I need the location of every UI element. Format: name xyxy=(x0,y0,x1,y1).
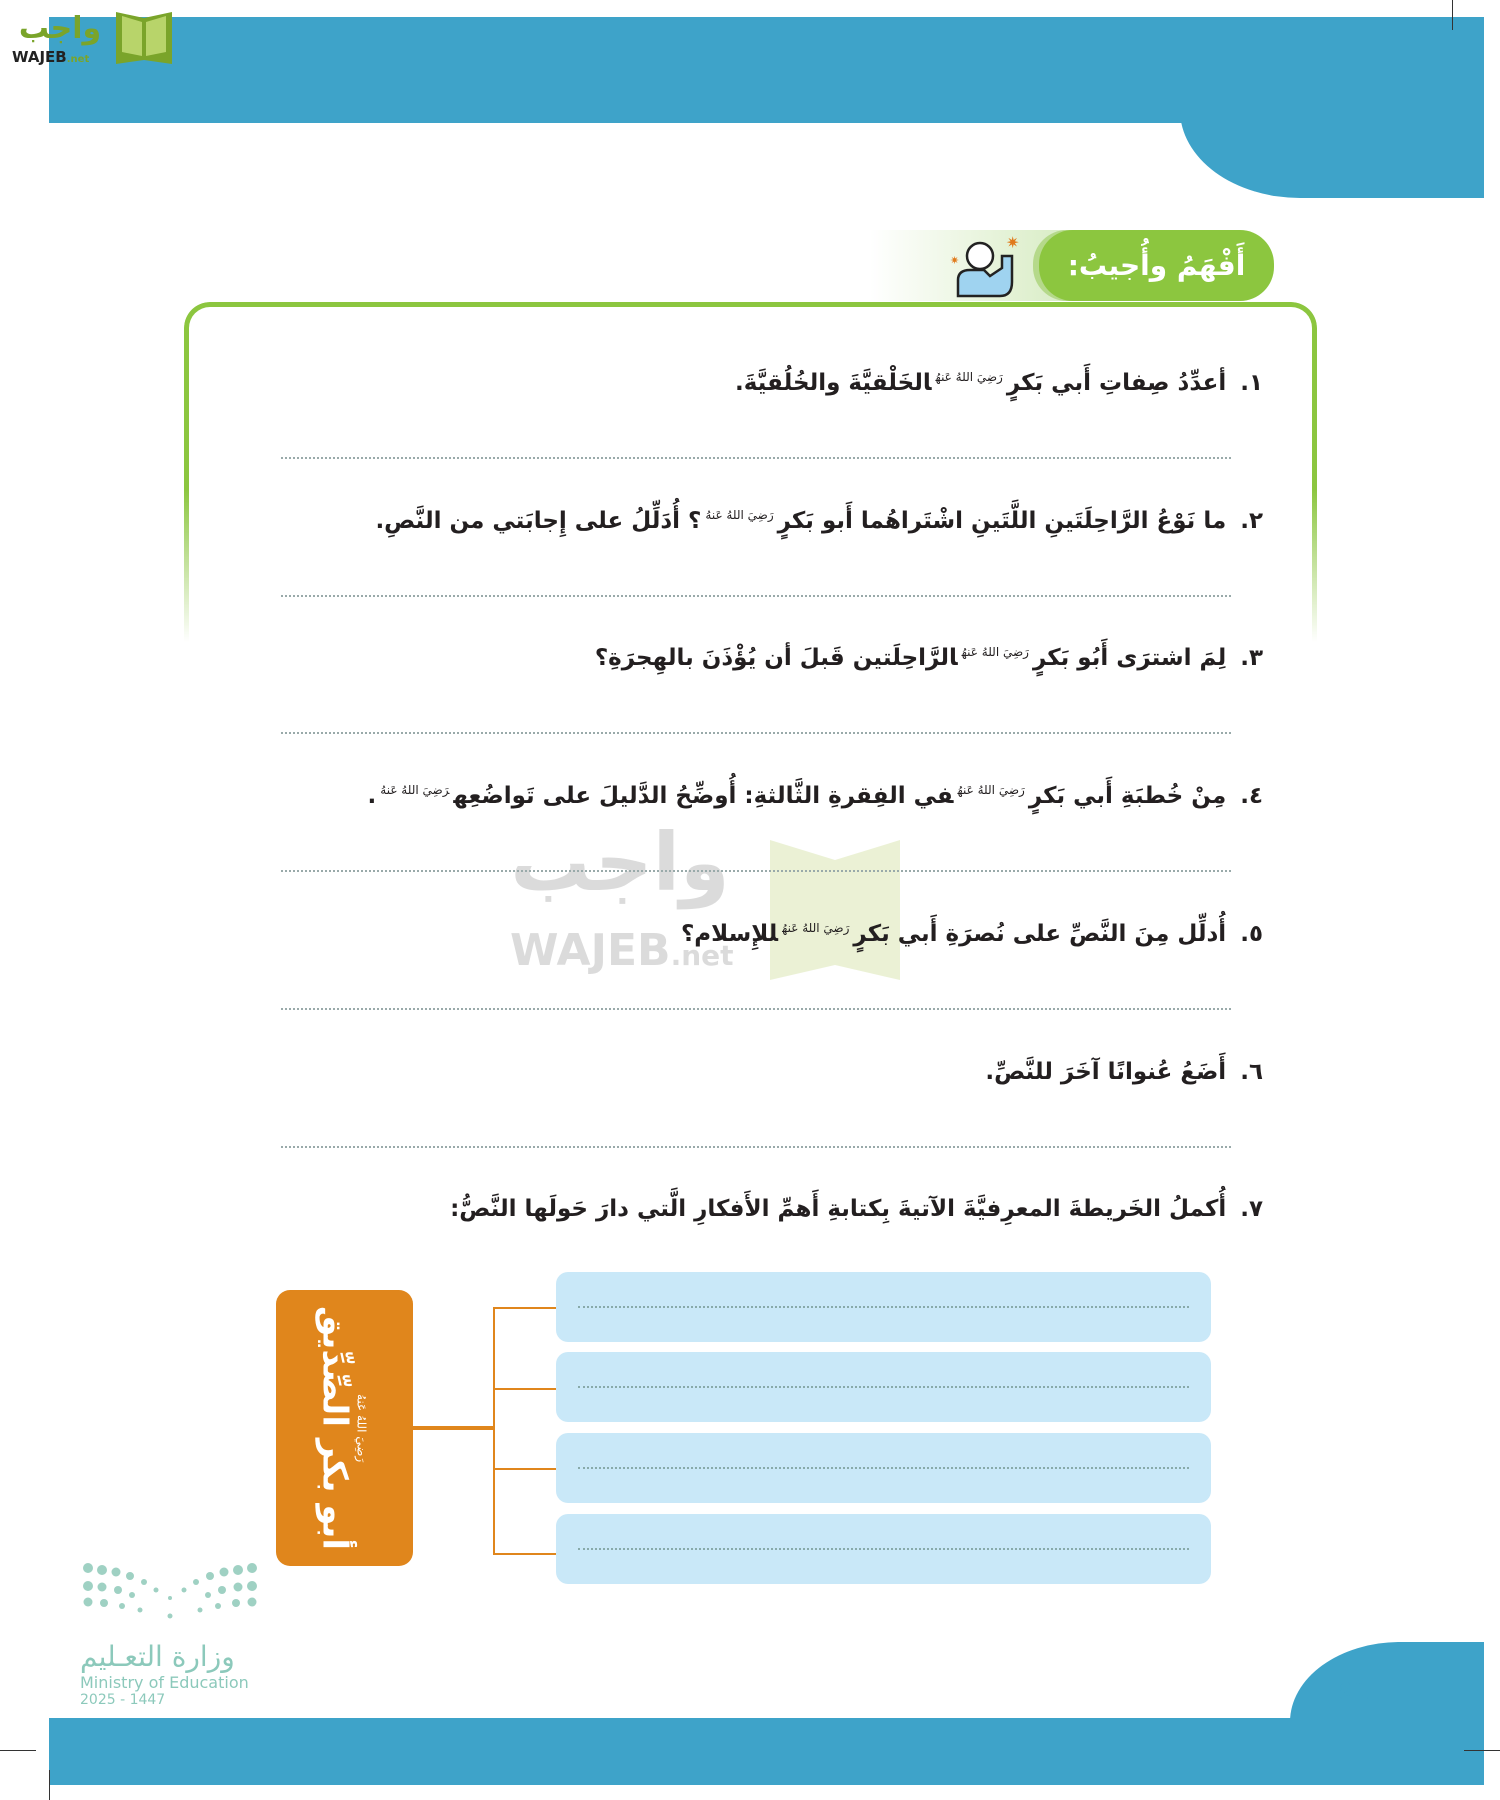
wajeb-watermark xyxy=(500,820,1000,980)
top-banner xyxy=(49,17,1484,123)
svg-text:WAJEB.net: WAJEB.net xyxy=(510,925,734,976)
question-4: ٤.مِنْ خُطبَةِ أَبي بَكرٍ$^{رَضِيَ اللهُ عَنهُ}$في الفِقرةِ الثَّالثةِ: أُوضِّحُ الدَّليلَ على تَواضُعِه$^{رَضِيَ اللهُ عَنهُ}$. xyxy=(367,783,1263,809)
question-6: ٦.أَضَعُ عُنوانًا آخَرَ للنَّصِّ. xyxy=(985,1059,1263,1085)
ministry-english: Ministry of Education xyxy=(80,1673,249,1692)
concept-map-box-2[interactable] xyxy=(556,1352,1211,1422)
svg-text:واجب: واجب xyxy=(510,820,730,909)
answer-line-2[interactable] xyxy=(281,595,1231,597)
answer-line-4[interactable] xyxy=(281,870,1231,872)
wajeb-logo xyxy=(8,4,188,68)
connector-vertical xyxy=(493,1307,495,1555)
answer-line-3[interactable] xyxy=(281,732,1231,734)
question-3: ٣.لِمَ اشترَى أَبُو بَكرٍ$^{رَضِيَ اللهُ عَنهُ}$الرَّاحِلَتين قَبلَ أن يُؤْذَنَ بالهِجرَةِ؟ xyxy=(594,645,1263,671)
concept-map-box-1[interactable] xyxy=(556,1272,1211,1342)
bottom-banner-curve xyxy=(1290,1642,1484,1722)
top-banner-cutout xyxy=(49,123,1180,203)
crop-mark xyxy=(0,1750,36,1751)
questions-frame xyxy=(184,302,1317,642)
ministry-logo xyxy=(80,1560,270,1720)
connector-branch xyxy=(493,1307,556,1309)
crop-mark xyxy=(49,1770,50,1800)
person-thinking-icon xyxy=(950,232,1028,298)
svg-text:✷: ✷ xyxy=(950,254,960,267)
section-header xyxy=(1039,230,1274,301)
section-title: أَفْهَمُ وأُجيبُ: xyxy=(1067,249,1246,282)
question-5: ٥.أُدلِّل مِنَ النَّصِّ على نُصرَةِ أَبي بَكرٍ$^{رَضِيَ اللهُ عَنهُ}$للإِسلام؟ xyxy=(680,921,1263,947)
concept-map-center-label: أبو بكر الصِّدِّيق xyxy=(314,1305,355,1551)
svg-text:✷: ✷ xyxy=(1006,233,1020,252)
svg-text:واجب: واجب xyxy=(18,11,102,46)
question-1: ١.أعدِّدُ صِفاتِ أَبي بَكرٍ$^{رَضِيَ اللهُ عَنهُ}$الخَلْقيَّةَ والخُلُقيَّةَ. xyxy=(734,370,1263,396)
answer-line-5[interactable] xyxy=(281,1008,1231,1010)
connector-branch xyxy=(493,1553,556,1555)
question-7: ٧.أُكملُ الخَريطةَ المعرِفيَّةَ الآتيةَ بِكتابةِ أَهمِّ الأَفكارِ الَّتي دارَ حَولَها النَّصُّ: xyxy=(450,1196,1263,1222)
question-2: ٢.ما نَوْعُ الرَّاحِلَتَينِ اللَّتَينِ اشْتَراهُما أَبو بَكرٍ$^{رَضِيَ اللهُ عَنهُ}$؟ أُدَلِّلُ على إِجابَتي من النَّصِ. xyxy=(375,508,1263,534)
bottom-banner xyxy=(49,1718,1484,1785)
svg-text:WAJEB.net: WAJEB.net xyxy=(12,48,90,66)
ministry-arabic: وزارة التعـليم xyxy=(80,1640,235,1673)
crop-mark xyxy=(1464,1750,1500,1751)
concept-map-box-3[interactable] xyxy=(556,1433,1211,1503)
connector-main xyxy=(413,1426,494,1430)
answer-line-6[interactable] xyxy=(281,1146,1231,1148)
ministry-year: 2025 - 1447 xyxy=(80,1692,166,1708)
concept-map-box-4[interactable] xyxy=(556,1514,1211,1584)
page-number: ٤٦ xyxy=(1337,1676,1369,1706)
concept-map-center xyxy=(276,1290,413,1566)
concept-map-honorific: رَضِيَ اللهُ عَنهُ xyxy=(354,1393,369,1463)
top-banner-curve xyxy=(1180,110,1484,198)
connector-branch xyxy=(493,1388,556,1390)
crop-mark xyxy=(1452,0,1453,30)
connector-branch xyxy=(493,1468,556,1470)
answer-line-1[interactable] xyxy=(281,457,1231,459)
